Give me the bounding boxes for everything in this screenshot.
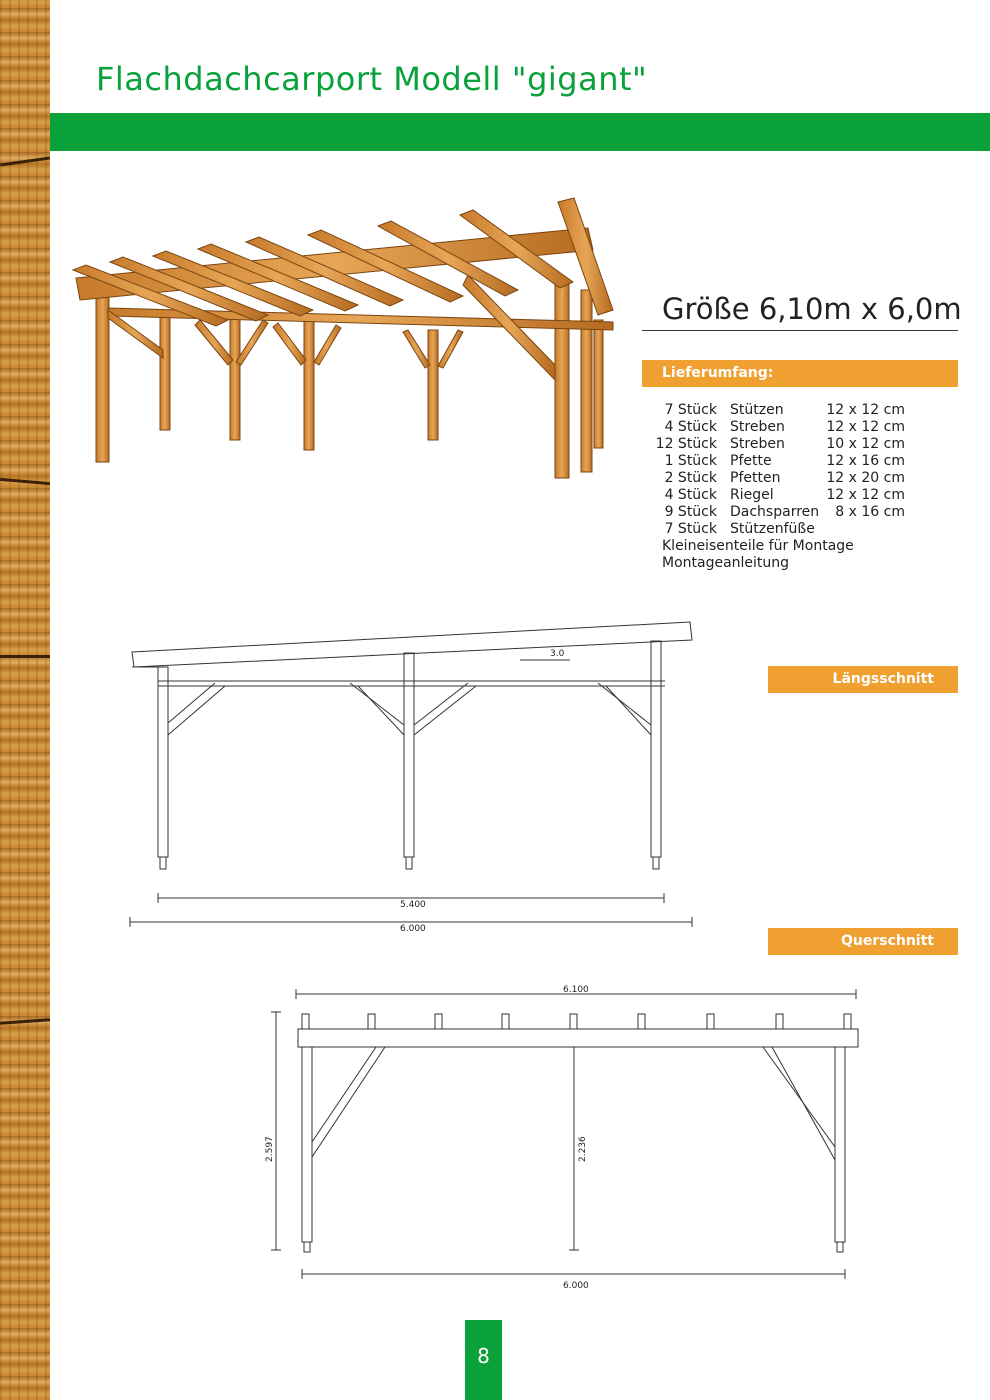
divider	[642, 330, 958, 331]
inner-length-label: 5.400	[400, 900, 426, 910]
part-qty: 12 Stück	[655, 436, 717, 452]
header-bar	[50, 113, 990, 151]
carport-illustration	[68, 190, 628, 500]
part-qty: 9 Stück	[664, 504, 717, 520]
total-height-label: 2.597	[265, 1136, 275, 1162]
part-dim: 12 x 20 cm	[826, 470, 905, 486]
laengsschnitt-drawing	[120, 615, 710, 940]
part-dim: 12 x 16 cm	[826, 453, 905, 469]
part-dim: 12 x 12 cm	[826, 487, 905, 503]
part-name: Stützenfüße	[730, 521, 815, 537]
part-qty: 2 Stück	[664, 470, 717, 486]
inner-height-label: 2.236	[578, 1136, 588, 1162]
bottom-width-label: 6.000	[563, 1281, 589, 1291]
laengsschnitt-label: Längsschnitt	[768, 666, 958, 693]
part-name: Pfetten	[730, 470, 781, 486]
part-name: Streben	[730, 436, 785, 452]
delivery-heading: Lieferumfang:	[642, 360, 958, 387]
part-dim: 10 x 12 cm	[826, 436, 905, 452]
part-name: Pfette	[730, 453, 772, 469]
extra-item: Kleineisenteile für Montage	[662, 538, 854, 554]
wood-texture-strip	[0, 0, 50, 1400]
outer-length-label: 6.000	[400, 924, 426, 934]
part-name: Stützen	[730, 402, 784, 418]
wood-crack	[0, 655, 50, 658]
part-dim: 12 x 12 cm	[826, 419, 905, 435]
part-name: Streben	[730, 419, 785, 435]
page-title: Flachdachcarport Modell "gigant"	[96, 60, 648, 98]
wood-crack	[0, 478, 50, 485]
page-number: 8	[465, 1320, 502, 1400]
extra-item: Montageanleitung	[662, 555, 790, 571]
wood-crack	[0, 1018, 50, 1024]
querschnitt-drawing	[258, 982, 868, 1292]
part-qty: 4 Stück	[664, 487, 717, 503]
part-qty: 1 Stück	[664, 453, 717, 469]
part-name: Riegel	[730, 487, 774, 503]
part-qty: 4 Stück	[664, 419, 717, 435]
part-qty: 7 Stück	[664, 521, 717, 537]
top-width-label: 6.100	[563, 985, 589, 995]
size-heading: Größe 6,10m x 6,0m	[662, 292, 962, 326]
querschnitt-label: Querschnitt	[768, 928, 958, 955]
part-dim: 12 x 12 cm	[826, 402, 905, 418]
part-name: Dachsparren	[730, 504, 820, 520]
part-dim: 8 x 16 cm	[835, 504, 905, 520]
part-qty: 7 Stück	[664, 402, 717, 418]
wood-crack	[0, 157, 50, 167]
slope-label: 3.0	[550, 649, 565, 659]
